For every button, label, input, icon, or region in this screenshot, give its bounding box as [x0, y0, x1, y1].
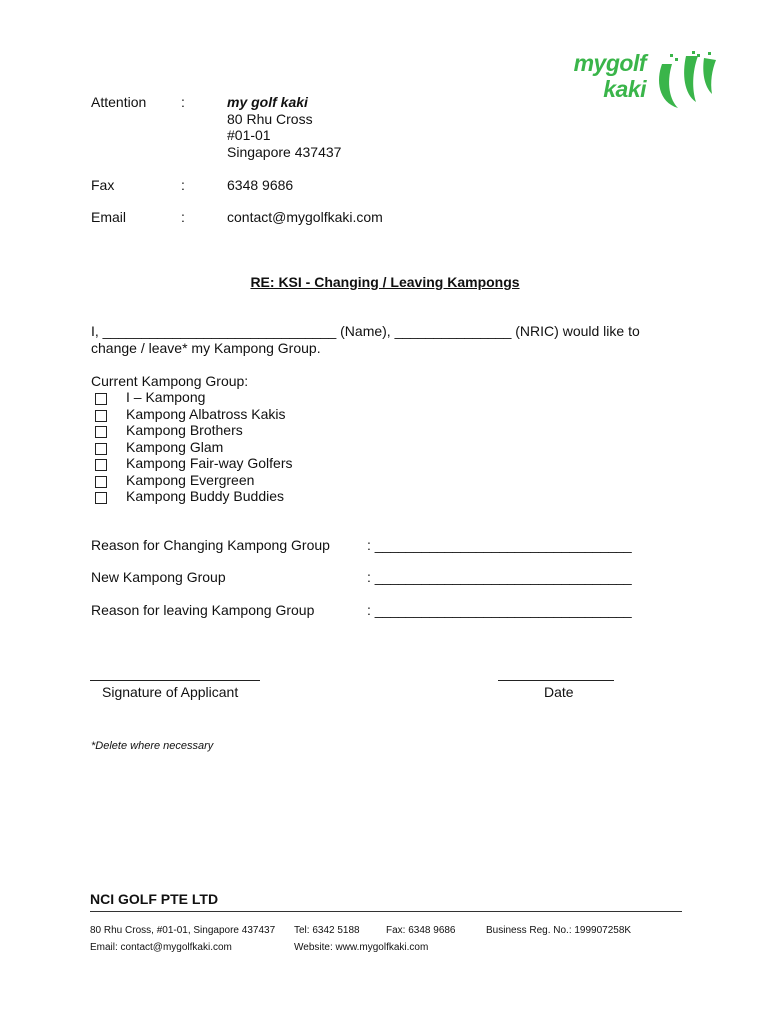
logo-line-mygolf: mygolf — [573, 50, 646, 76]
declaration — [91, 323, 640, 356]
declaration-line-2: change / leave* my Kampong Group. — [91, 339, 321, 356]
footer-tel: Tel: 6342 5188 — [294, 925, 360, 936]
group-option-label: Kampong Brothers — [126, 422, 243, 438]
address-line-3: Singapore 437437 — [227, 143, 342, 160]
checkbox[interactable] — [95, 443, 107, 455]
fax-value: 6348 9686 — [227, 177, 294, 193]
footer-email: Email: contact@mygolfkaki.com — [90, 942, 232, 953]
new-group-label: New Kampong Group — [91, 569, 226, 585]
checkbox[interactable] — [95, 476, 107, 488]
checkbox[interactable] — [95, 426, 107, 438]
group-option-label: Kampong Albatross Kakis — [126, 405, 286, 422]
fax-label: Fax — [91, 177, 115, 193]
checkbox[interactable] — [95, 492, 107, 504]
email-value: contact@mygolfkaki.com — [227, 209, 383, 225]
signature-label: Signature of Applicant — [102, 684, 239, 700]
group-option-label: Kampong Glam — [126, 438, 224, 455]
email-label: Email — [91, 209, 127, 225]
group-option-label: Kampong Buddy Buddies — [126, 488, 284, 504]
footer-address: 80 Rhu Cross, #01-01, Singapore 437437 — [90, 925, 276, 936]
reason-leaving-field[interactable]: : _________________________________ — [367, 602, 632, 618]
group-option-label: I – Kampong — [126, 389, 206, 405]
footer-divider — [90, 911, 682, 912]
logo-wordmark — [548, 50, 646, 102]
address-line-1: 80 Rhu Cross — [227, 110, 313, 127]
group-option-label: Kampong Evergreen — [126, 471, 255, 488]
attention-address — [227, 94, 341, 160]
subject-heading: RE: KSI - Changing / Leaving Kampongs — [250, 274, 520, 290]
attention-colon: : — [181, 94, 185, 110]
checkbox[interactable] — [95, 459, 107, 471]
new-group-field[interactable]: : _________________________________ — [367, 569, 632, 585]
email-colon: : — [181, 209, 185, 225]
footer-website: Website: www.mygolfkaki.com — [294, 942, 429, 953]
checkbox[interactable] — [95, 393, 107, 405]
group-option-label: Kampong Fair-way Golfers — [126, 455, 293, 471]
logo-line-kaki: kaki — [603, 76, 646, 102]
delete-note: *Delete where necessary — [91, 740, 214, 752]
golf-figure-logo-icon — [652, 50, 718, 112]
date-label: Date — [544, 684, 574, 700]
checkbox[interactable] — [95, 410, 107, 422]
signature-line[interactable] — [90, 680, 260, 681]
reason-changing-label: Reason for Changing Kampong Group — [91, 537, 330, 553]
company-logo — [548, 50, 718, 112]
attention-name: my golf kaki — [227, 94, 308, 110]
footer-business-reg: Business Reg. No.: 199907258K — [486, 925, 632, 936]
fax-colon: : — [181, 177, 185, 193]
current-group-heading: Current Kampong Group: — [91, 373, 249, 389]
reason-changing-field[interactable]: : _________________________________ — [367, 537, 632, 553]
footer-fax: Fax: 6348 9686 — [386, 925, 456, 936]
declaration-line-1: I, ______________________________ (Name), _______________ (NRIC) would like to — [91, 323, 640, 339]
footer-company-name: NCI GOLF PTE LTD — [90, 891, 219, 907]
date-line[interactable] — [498, 680, 614, 681]
address-line-2: #01-01 — [227, 127, 271, 143]
reason-leaving-label: Reason for leaving Kampong Group — [91, 602, 315, 618]
attention-label: Attention — [91, 94, 147, 110]
